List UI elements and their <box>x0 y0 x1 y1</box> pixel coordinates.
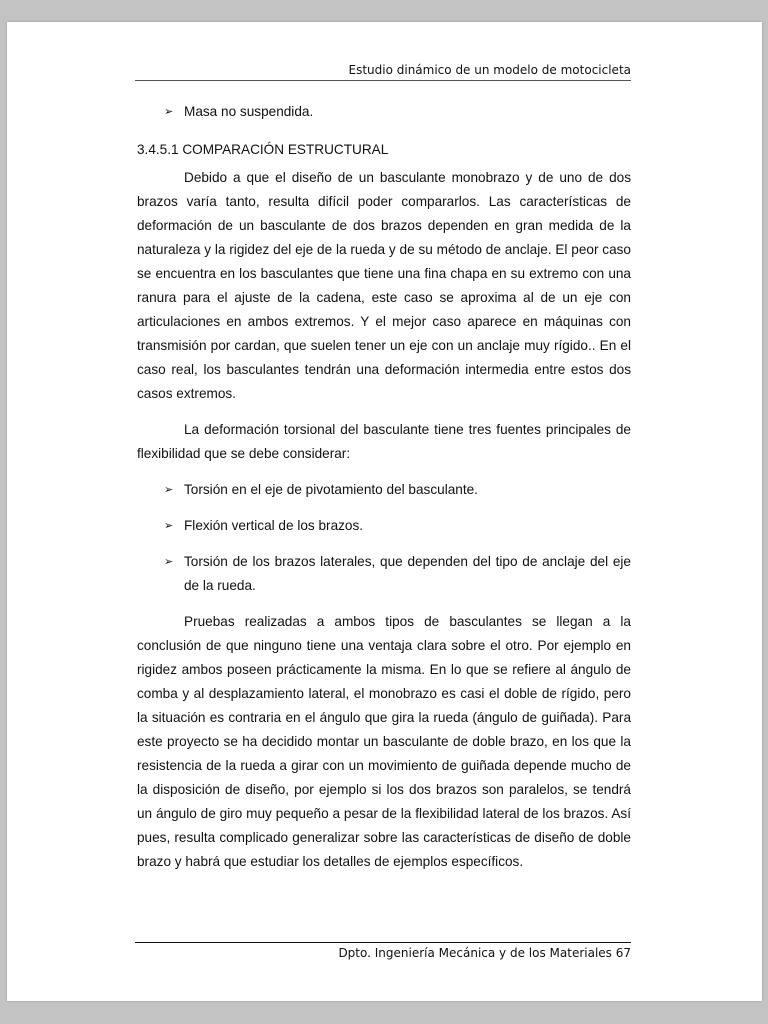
header-title: Estudio dinámico de un modelo de motocicleta <box>348 63 631 77</box>
bullet-text: Masa no suspendida. <box>184 104 314 119</box>
bullet-item <box>137 100 631 124</box>
paragraph-3: Pruebas realizadas a ambos tipos de basculantes se llegan a la conclusión de que ninguno tiene una ventaja clara sobre el otro. Por ejemplo en rigidez ambos poseen prácticamente la misma. En lo que se refiere al ángulo de comba y al desplazamiento lateral, el monobrazo es casi el doble de rígido, pero la situación es contraria en el ángulo que gira la rueda (ángulo de guiñada). Para este proyecto se ha decidido montar un basculante de doble brazo, en los que la resistencia de la rueda a girar con un movimiento de guiñada depende mucho de la disposición de diseño, por ejemplo si los dos brazos son paralelos, se tendrá un ángulo de giro muy pequeño a pesar de la flexibilidad lateral de los brazos. Así pues, resulta complicado generalizar sobre las características de diseño de doble brazo y habrá que estudiar los detalles de ejemplos específicos. <box>137 614 631 869</box>
list-item <box>137 550 631 598</box>
paragraph-2: La deformación torsional del basculante tiene tres fuentes principales de flexibilidad que se debe considerar: <box>137 422 631 461</box>
list-item <box>137 478 631 502</box>
document-page <box>7 22 762 1001</box>
arrow-bullet-icon: ➢ <box>164 105 174 118</box>
list-item <box>137 514 631 538</box>
footer-text: Dpto. Ingeniería Mecánica y de los Materiales 67 <box>338 946 631 960</box>
paragraph-1: Debido a que el diseño de un basculante monobrazo y de uno de dos brazos varía tanto, resulta difícil poder compararlos. Las características de deformación de un basculante de dos brazos dependen en gran medida de la naturaleza y la rigidez del eje de la rueda y de su método de anclaje. El peor caso se encuentra en los basculantes que tiene una fina chapa en su extremo con una ranura para el ajuste de la cadena, este caso se aproxima al de un eje con articulaciones en ambos extremos. Y el mejor caso aparece en máquinas con transmisión por cardan, que suelen tener un eje con un anclaje muy rígido.. En el caso real, los basculantes tendrán una deformación intermedia entre estos dos casos extremos. <box>137 170 631 401</box>
arrow-bullet-icon: ➢ <box>164 555 174 568</box>
section-heading: 3.4.5.1 COMPARACIÓN ESTRUCTURAL <box>137 142 389 157</box>
list-item-text: Torsión en el eje de pivotamiento del basculante. <box>184 482 478 497</box>
arrow-bullet-icon: ➢ <box>164 519 174 532</box>
list-item-text: Flexión vertical de los brazos. <box>184 518 364 533</box>
page-header <box>135 62 631 81</box>
arrow-bullet-icon: ➢ <box>164 483 174 496</box>
page-footer <box>135 942 631 961</box>
list-item-text: Torsión de los brazos laterales, que dependen del tipo de anclaje del eje de la rueda. <box>184 554 631 593</box>
page-content <box>137 100 631 874</box>
